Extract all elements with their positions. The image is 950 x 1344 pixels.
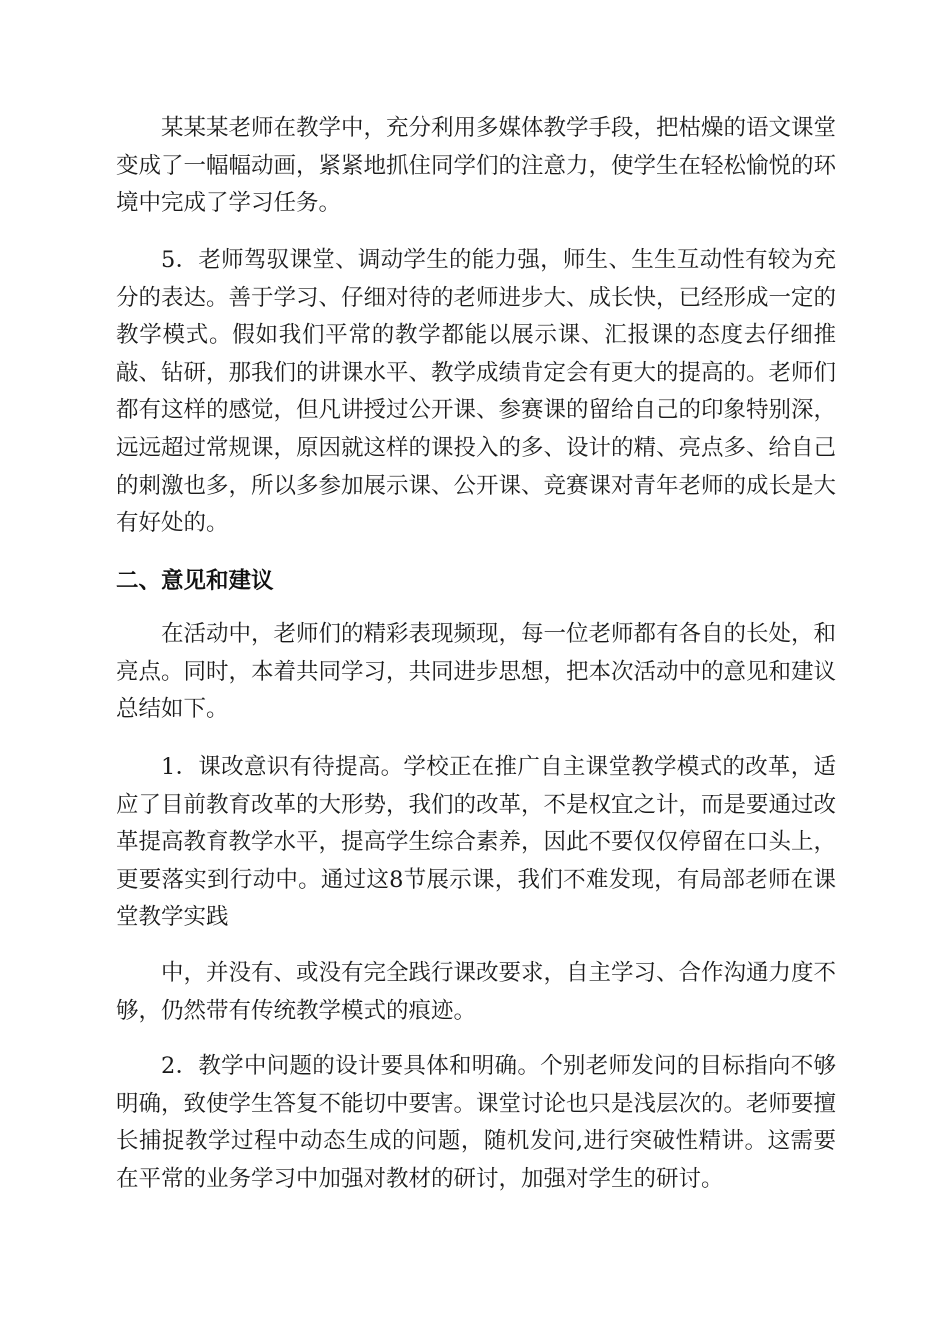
paragraph-item-1-continued: 中，并没有、或没有完全践行课改要求，自主学习、合作沟通力度不够，仍然带有传统教学模式的痕迹。 bbox=[116, 960, 837, 1024]
paragraph-item-2: 2．教学中问题的设计要具体和明确。个别老师发问的目标指向不够明确，致使学生答复不能切中要害。课堂讨论也只是浅层次的。老师要擅长捕捉教学过程中动态生成的问题，随机发问,进行突破性精讲。这需要在平常的业务学习中加强对教材的研讨，加强对学生的研讨。 bbox=[116, 1053, 837, 1192]
paragraph-item-5: 5．老师驾驭课堂、调动学生的能力强，师生、生生互动性有较为充分的表达。善于学习、仔细对待的老师进步大、成长快，已经形成一定的教学模式。假如我们平常的教学都能以展示课、汇报课的态度去仔细推敲、钻研，那我们的讲课水平、教学成绩肯定会有更大的提高的。老师们都有这样的感觉，但凡讲授过公开课、参赛课的留给自己的印象特别深，远远超过常规课，原因就这样的课投入的多、设计的精、亮点多、给自己的刺激也多，所以多参加展示课、公开课、竞赛课对青年老师的成长是大有好处的。 bbox=[116, 247, 837, 537]
paragraph-multimedia-teaching: 某某某老师在教学中，充分利用多媒体教学手段，把枯燥的语文课堂变成了一幅幅动画，紧紧地抓住同学们的注意力，使学生在轻松愉悦的环境中完成了学习任务。 bbox=[116, 115, 837, 217]
section-heading-suggestions: 二、意见和建议 bbox=[116, 568, 274, 594]
paragraph-item-1: 1．课改意识有待提高。学校正在推广自主课堂教学模式的改革，适应了目前教育改革的大形势，我们的改革，不是权宜之计，而是要通过改革提高教育教学水平，提高学生综合素养，因此不要仅仅停留在口头上，更要落实到行动中。通过这8节展示课，我们不难发现，有局部老师在课堂教学实践 bbox=[116, 754, 837, 931]
paragraph-suggestions-intro: 在活动中，老师们的精彩表现频现，每一位老师都有各自的长处，和亮点。同时，本着共同学习，共同进步思想，把本次活动中的意见和建议总结如下。 bbox=[116, 621, 837, 723]
